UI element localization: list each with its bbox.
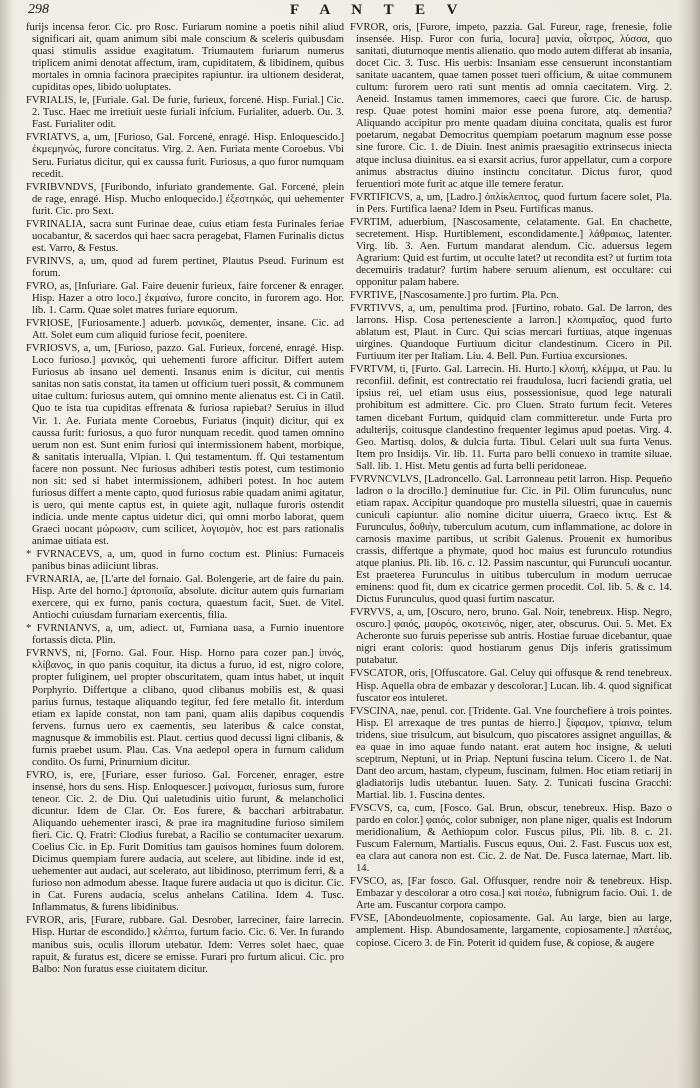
dictionary-entry: FVRVVS, a, um, [Oscuro, nero, bruno. Gal. Noir, tenebreux. Hisp. Negro, oscuro.] φαιός, μαυρός, σκοτεινός, niger, ater, obscurus. Oui. 5. Met. Ex Acheronte suo furuis peperisse sub antris. Hostiae furuae dicebantur, quae nigri erant coloris: quod hostiarum genus Dijs inferis gratissimum putabatur.: [350, 607, 672, 667]
binding-shadow: [0, 0, 14, 1088]
dictionary-entry: FVRIOSVS, a, um, [Furioso, pazzo. Gal. Furieux, forcené, enragé. Hisp. Loco furioso.] μανικός, qui uehementi furore afficitur. Differt autem Furiosus ab insano uel dementi. Insanus enim is dicitur, cui mentis sanitas non satis constat, ita tamen ut officium tueri possit, & communem uitae cultum: furiosus autem, qui omnino mente alienatus est. Ci in Catil. Quo te ista tua cupiditas effrenata & furiosa rapiebat? Seruius in illud Vir. 1. Ae. Furiata mente Coroebus, Furiatus (inquit) dicitur, qui ex caussa furit: furiosus, a quo furor nunquam recedit. quod tamen omnino uerum non est. Sunt enim furiosi qui intermissionem habent, morbique, & sanitatis interualla, Vlpian. l. Qui testamentum. ff. Qui testamentum facere non possunt. Nec furiosus adhiberi testis potest, cum testimonio non sit: sed si habet intermissionem, adhiberi potest. In hoc autem furiosus differt a mente capto, quod furiosus rabie quadam animi agitatur, is uero, qui mente captus est, in quiete agit, nullaque furoris ostendit indicia. unde mente captus uidetur dici, qui omni morbo laborat, quem Graeci uocant μώρωσιν, cum scilicet, λογισμὸν, hoc est pars rationalis animae uitiata est.: [26, 343, 344, 547]
dictionary-entry: FVRO, is, ere, [Furiare, esser furioso. Gal. Forcener, enrager, estre insensé, hors du sens. Hisp. Enloquescer.] μαίνομαι, furiosus sum, furore teneor. Cic. 2. de Diu. Qui ualetudinis uitio furunt, & melancholici dicuntur. Idem de Clar. Or. Eos furere, & bacchari arbitrabatur. Aliquando uehementer irasci, & prae ira magnitudine furioso similem fieri. Cic. Q. Fratri: Clodius furebat, a Racilio se contumaciter uexarum. Coelius Cic. in Ep. Furit Domitius tam gauisos homines fuum dolorem. Dicimus quempiam furere audacia, aut scelere, aut libidine. inde id est, uehementer aut audaci, aut scelerato, aut libidinoso, pterrimum ferri, & a furioso non admodum abesse. Itaque furere audacia ut quo is dicitur. Cic. in Cat. Furens audacia, scelus anhelans Catilina. Idem 4. Tusc. Inflammatus, & furens libidinibus.: [26, 769, 344, 914]
dictionary-entry: FVRTIVE, [Nascosamente.] pro furtim. Pla. Pcn.: [350, 290, 559, 302]
page-header: [0, 2, 700, 20]
dictionary-entry: FVRTIM, aduerbium, [Nascosamente, celatamente. Gal. En chachette, secretement. Hisp. Hurtiblement, escondidamente.] λάθραιως, latenter. Virg. lib. 3. Aen. Furtum mandarat alendum. Cic. aduersus legem Agrarium: Quid est furtim, ut occulte latet? ut recondita est? ut furtim tota decemuiris tradatur? furtim habere seruum alienum, est occultare: cui opponitur palam habere.: [350, 216, 672, 288]
left-column: [26, 22, 344, 977]
dictionary-entry: FVSCVS, ca, cum, [Fosco. Gal. Brun, obscur, tenebreux. Hisp. Bazo o pardo en color.] φαιός, color subniger, non plane niger, qualis est Indorum meridionalium, & Aethiopum color. Fuscus pilus, Pli. lib. 8. c. 21. Fuscum Falernum, Martialis. Fuscus equus, Oui. 2. Fast. Fuscus uox est, ea clara aut canora non est. Cic. 2. de Nat. De. Fusca laternae, Mart. lib. 14.: [350, 803, 672, 875]
dictionary-entry: FVRO, as, [Infuriare. Gal. Faire deuenir furieux, faire forcener & enrager. Hisp. Hazer a otro loco.] ἐκμαίνω, furore concito, in furorem ago. Hor. lib. 1. Carm. Quae solet matres furiare equorum.: [26, 280, 344, 317]
dictionary-entry: FVSE, [Abondeuolmente, copiosamente. Gal. Au large, bien au large, amplement. Hisp. Abundosamente, largamente, copiosamente.] πλατέως, copiose. Cicero 3. de Fin. Poterit id quidem fuse, & copiose, & augere: [350, 913, 672, 949]
dictionary-entry: FVRVNCVLVS, [Ladroncello. Gal. Larronneau petit larron. Hisp. Pequeño ladron o la drocillo.] deminutiue fur. Cic. in Pil. Olim furunculus, nunc etiam rapax. Accipitur quandoque pro mustella siluestri, quae in cauernis cuniculi capiuntur. alio nomine dicitur uiuerra, Graeco ἰκτις. Est & Furunculus, δοθιὴν, tuberculum acutum, cum inflammatione, ac dolore in carnosis maxime partibus, ut scribit Galenus. Prouenit ex humoribus crassis, differtque a phymate, quod hoc maius est furunculo rotundius atque planius. Pli. lib. 16. c. 12. Passim nascuntur, qui Furunculi uocantur. Est praeterea Furunculus in uitibus tuberculum in modum uerrucae eminens: quod fit, dum ex cicatrice germen procedit. Col. lib. 5. & c. 14. Dictus Furunculus, quod quasi furtim nascatur.: [350, 473, 672, 606]
dictionary-entry: FVRIBVNDVS, [Furibondo, infuriato grandemente. Gal. Forcené, plein de rage, enragé. Hisp. Mucho enloquecido.] ἐξεστηκώς, qui uehementer furit. Cic. pro Sext.: [26, 181, 344, 217]
dictionary-entry: FVRNVS, ni, [Forno. Gal. Four. Hisp. Horno para cozer pan.] ἰπνός, κλίβανος, in quo panis coquitur, ita dictus a furuo, id est, nigro colore, propter fuliginem, uel propter obscuritatem, quam intus habet, ut inquit Porphyrio. Differtque a clibano, quod clibanus mobilis est, & quasi parius furnus, testaque aliquando tegitur, fed fere metallo fit. interdum etiam ex lapide constat, non tam pani, quam aliis dapibus coquendis fervens. furnus uero ex caementis, seu lateribus & calce constat, magnusque & immobilis est. Plaut. certius quod decussi ligni clibanis, & furnis praebet usum. Plau. Cas. Vna aedepol opera in furnum calidum condito. Os furni, Prinurnium dicitur.: [26, 648, 344, 768]
dictionary-entry: FVSCATOR, oris, [Offuscatore. Gal. Celuy qui offusque & rend tenebreux. Hisp. Aquella obra de embazar y descolorar.] Lucan. lib. 4. quod significat fuscator eos intuleret.: [350, 668, 672, 704]
dictionary-entry: FVRTIVVS, a, um, penultima prod. [Furtino, robato. Gal. De larron, des larrons. Hisp. Cosa pertenesciente a larron.] κλοπιμαῖος, quod furto ablatum est, Plaut. in Curc. Qui scias mercari furtiuas, atque ingenuas uirgines. Quandoque Furtiuum dicitur clandestinum. Cicero in Pil. Furtiuum iter per Italiam. Liu. 4. Bell. Pun. Furtiua excursiones.: [350, 303, 672, 363]
dictionary-entry: FVSCINA, nae, penul. cor. [Tridente. Gal. Vne fourchefiere à trois pointes. Hisp. El arrexaque de tres puntas de hierro.] ξίφαμον, τρίαινα, telum tridens, siue trisulcum, aut bisulcum, quo piscatores assignet anguillas, & ea quae in imo aquae fundo natant. erat autem hoc insigne, & ueluti sceptrum, Neptuni, ut in Priap. Neptuni fuscina telum. Cicero 1. de Nat. Dant deo arcum, hastam, clypeum, fuscinam, fulmen. Hoc etiam retiarij in gladiatorijs ludis utebantur. Iuuen. Saty. 2. Tunicati fuscina Gracchi: Martial. lib. 1. Fuscina dentes.: [350, 705, 672, 801]
dictionary-entry: * FVRNACEVS, a, um, quod in furno coctum est. Plinius: Furnaceis panibus binas adiiciunt libras.: [26, 549, 344, 573]
dictionary-entry: FVRIATVS, a, um, [Furioso, Gal. Forcené, enragé. Hisp. Enloquescido.] ἐκμεμηνώς, furore concitatus. Virg. 2. Aen. Furiata mente Coroebus. Vbi Seru. Furiatus dicitur, qui ex caussa furit. Furiosus, a quo furor numquam recedit.: [26, 132, 344, 180]
dictionary-entry: FVRTVM, ti, [Furto. Gal. Larrecin. Hi. Hurto.] κλοπή, κλέμμα, ut Pau. lu reconfiil. definit, est contrectatio rei fraudulosa, lucri faciendi gratia, uel ipsius rei, uel etiam usus eius, possessionisue, quod lege naturali prohibitum est admittere. Cic. pro Cluen. Strato furtum fecit. Veteres tamen dicebant Furtum, quidquid clam committeretur. unde Furta pro adulterijs, coitusque clandestino frequenter legimus apud poetas. Virg. 4. Geo. Martisq. dolos, & dulcia furta. Tibul. Celari uult sua furta Venus. Item pro Insidijs. Vir. lib. 11. Furta paro belli conuexo in tramite siluae. Sall. lib. 1. Hist. Metu gentis ad furta belli peridoneae.: [350, 364, 672, 472]
dictionary-entry: FVRIALIS, le, [Furiale. Gal. De furie, furieux, forcené. Hisp. Furial.] Cic. 2. Tusc. Haec me irretiuit ueste furiali infcium. Furialiter, aduerb. Ou. 3. Fast. Furialiter odit.: [26, 95, 344, 131]
dictionary-entry: FVROR, oris, [Furore, impeto, pazzia. Gal. Fureur, rage, frenesie, folie insensée. Hisp. Furor con furia, locura] μανία, οἶστρος, λύσσα, quo sanitati, diuturnoque mentis alienatio. quo modo autem differat ab insania, docet Cic. 3. Tusc. His uerbis: Insaniam esse censuerunt inconstantiam sanitate uacantem, quae tamen posset tueri officium, & uitae communem cultum: furorem uero rati sunt mentis ad omnia caecitatem. Virg. 2. Aeneid. Instamus tamen immemores, caeci que furore. Cic. de harusp. resp. Quae potest homini maior esse poena furore, atq. dementia? Aliquando accipitur pro mente quadam diuina concitata, qualis est furor poetarum, negabat Democritus quempiam poetarum magnum esse posse sine furore. Cic. 1. de Diuin. Inest animis praesagitio extrinsecus iniecta atque inclusa diuinitus. ea si exarsit acrius, furor appellatur, cum a corpore animus abstractus diuino instinctu concitatur. Dictus furor, quod feruentiori mote furit ac atque ille temere feratur.: [350, 22, 672, 190]
dictionary-entry: * FVRNIANVS, a, um, adiect. ut, Furniana uasa, a Furnio inuentore fortassis dicta. Plin.: [26, 623, 344, 647]
running-head: F A N T E V: [290, 2, 467, 18]
page-edge-shadow: [678, 0, 700, 1088]
dictionary-entry: FVRIOSE, [Furiosamente.] aduerb. μανικῶς, dementer, insane. Cic. ad Att. Solet eum cum aliquid furiose fecit, poenitere.: [26, 318, 344, 342]
dictionary-entry: FVRTIFICVS, a, um, [Ladro.] ὁπλίκλεπτος, quod furtum facere solet, Pla. in Pers. Furtifica laena? Idem in Pseu. Furtificas manus.: [350, 191, 672, 215]
dictionary-entry: FVRINALIA, sacra sunt Furinae deae, cuius etiam festa Furinales feriae uocabantur, & sacerdos qui haec sacra peragebat, Flamen Furinalis dictus est. Varro, & Festus.: [26, 218, 344, 254]
dictionary-entry: FVROR, aris, [Furare, rubbare. Gal. Desrober, larreciner, faire larrecin. Hisp. Hurtar de escondido.] κλέπτω, furtum facio. Cic. 6. Ver. In furando manibus suis, oculis illorum utebatur. Idem: Verres solet haec, quae rapuit, & furatus est, dicere se emisse. Furari pro furtum alicui. Cic. pro Balbo: Non furatus esse ciuitatem dicitur.: [26, 915, 344, 975]
right-column: [350, 22, 672, 951]
dictionary-entry: FVRNARIA, ae, [L'arte del fornaio. Gal. Bolengerie, art de faire du pain. Hisp. Arte del horno.] ἀρτοποιΐα, absolute. dicitur autem quis furnariam exercere, qui ex furno, panis coctura, quaestum facit, Suet. de Vitel. Antiochi cuiusdam furnariam exercentis, filia.: [26, 574, 344, 622]
dictionary-entry: FVSCO, as, [Far fosco. Gal. Offusquer, rendre noir & tenebreux. Hisp. Embazar y descolorar a otro cosa.] καὶ ποιέω, fubnigrum facio. Oui. 1. de Arte am. Fuscantur corpora campo.: [350, 876, 672, 912]
dictionary-entry: furijs incensa feror. Cic. pro Rosc. Furiarum nomine a poetis nihil aliud significari ait, quam animum sibi male conscium & sceleris quibusdam quasi stimulis assidue exagitatum. Triumautem furiarum numerus triplicem animi denotat affectum, iram, cupiditatem, & libidinem, quibus mortales in omnia facinora praecipites rapiuntur. ira ultionem desiderat, cupiditas opes, libido uoluptates.: [26, 22, 344, 94]
dictionary-entry: FVRINVS, a, um, quod ad furem pertinet, Plautus Pseud. Furinum est forum.: [26, 255, 344, 279]
page-number: 298: [28, 2, 49, 17]
